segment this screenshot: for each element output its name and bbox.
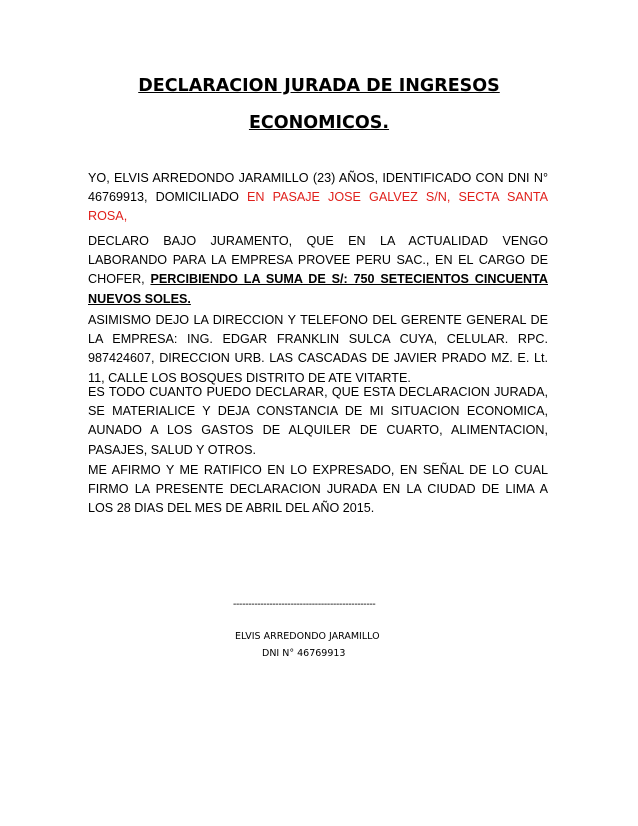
address-text: EN PASAJE JOSE GALVEZ S/N, SECTA SANTA ROSA, (88, 190, 548, 224)
signature-dni: DNI N° 46769913 (262, 648, 346, 659)
salary-text: PERCIBIENDO LA SUMA DE S/: 750 SETECIENTOS CINCUENTA NUEVOS SOLES. (88, 272, 548, 306)
paragraph-identity (88, 169, 548, 227)
document-title-line1: DECLARACION JURADA DE INGRESOS (138, 76, 500, 96)
paragraph-employment (88, 232, 548, 309)
paragraph-manager-contact: ASIMISMO DEJO LA DIRECCION Y TELEFONO DEL GERENTE GENERAL DE LA EMPRESA: ING. EDGAR FRANKLIN SULCA CUYA, CELULAR. RPC. 987424607, DIRECCION URB. LAS CASCADAS DE JAVIER PRADO MZ. E. Lt. 11, CALLE LOS BOSQUES DISTRITO DE ATE VITARTE. (88, 313, 548, 385)
employment-text: DECLARO BAJO JURAMENTO, QUE EN LA ACTUALIDAD VENGO LABORANDO PARA LA EMPRESA PROVEE PERU SAC., EN EL CARGO DE CHOFER, (88, 234, 548, 287)
signature-line: ----------------------------------------------- (233, 599, 376, 610)
paragraph-ratification: ME AFIRMO Y ME RATIFICO EN LO EXPRESADO, EN SEÑAL DE LO CUAL FIRMO LA PRESENTE DECLARACION JURADA EN LA CIUDAD DE LIMA A LOS 28 DIAS DEL MES DE ABRIL DEL AÑO 2015. (88, 463, 548, 516)
identity-text: YO, ELVIS ARREDONDO JARAMILLO (23) AÑOS, IDENTIFICADO CON DNI N° 46769913, DOMICILIADO (88, 171, 548, 205)
signature-name: ELVIS ARREDONDO JARAMILLO (235, 631, 380, 642)
document-title-line2: ECONOMICOS. (248, 113, 390, 133)
paragraph-declaration: ES TODO CUANTO PUEDO DECLARAR, QUE ESTA DECLARACION JURADA, SE MATERIALICE Y DEJA CONSTANCIA DE MI SITUACION ECONOMICA, AUNADO A LOS GASTOS DE ALQUILER DE CUARTO, ALIMENTACION, PASAJES, SALUD Y OTROS. (88, 385, 548, 457)
